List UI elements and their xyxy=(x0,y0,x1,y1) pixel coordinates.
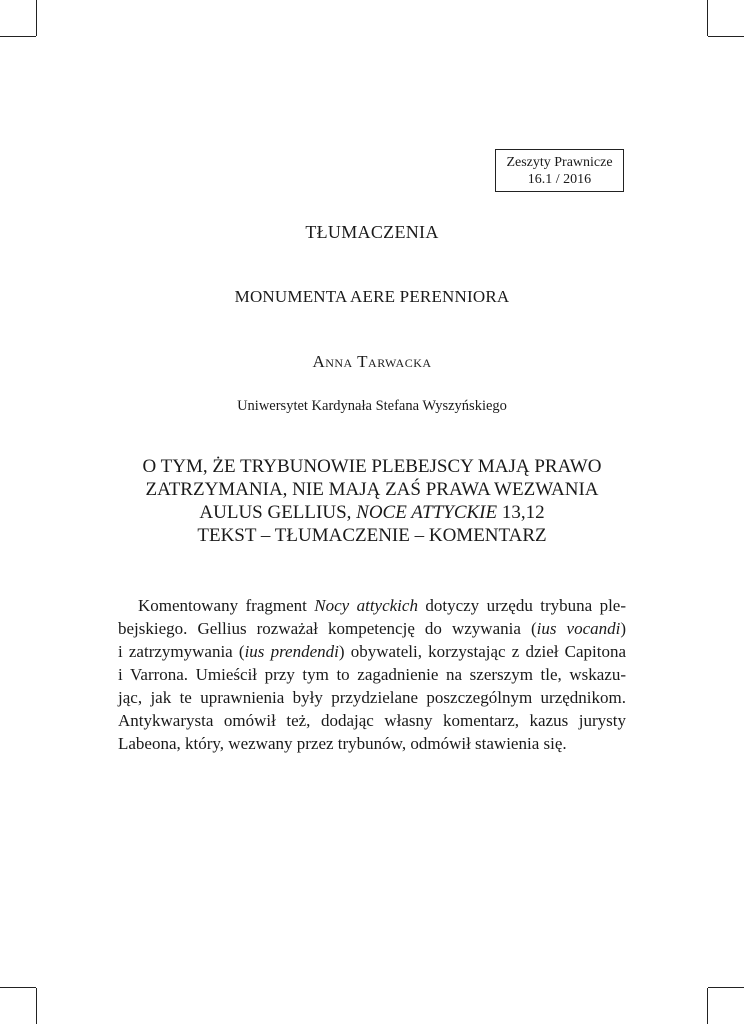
journal-issue: 16.1 / 2016 xyxy=(527,172,592,187)
crop-mark-top-left xyxy=(36,0,37,36)
author-name: Anna Tarwacka xyxy=(312,352,432,371)
crop-mark-bottom-left xyxy=(36,988,37,1024)
abstract-line: i zatrzymywania (ius prendendi) obywateli, korzystając z dzieł Capitona xyxy=(118,642,627,661)
crop-mark-top-right xyxy=(707,0,708,36)
abstract-line: bejskiego. Gellius rozważał kompetencję do wzywania (ius vocandi) xyxy=(118,619,627,638)
author-affiliation: Uniwersytet Kardynała Stefana Wyszyńskiego xyxy=(237,398,507,414)
crop-mark-top-right xyxy=(708,36,744,37)
article-title-line xyxy=(0,501,744,524)
title-work-name: NOCE ATTYCKIE xyxy=(356,502,498,523)
article-title-line: O TYM, ŻE TRYBUNOWIE PLEBEJSCY MAJĄ PRAWO xyxy=(142,456,602,477)
crop-mark-bottom-left xyxy=(0,987,36,988)
abstract-line: Komentowany fragment Nocy attyckich dotyczy urzędu trybuna ple- xyxy=(138,596,626,615)
title-text: 13,12 xyxy=(497,502,545,523)
article-title-line: TEKST – TŁUMACZENIE – KOMENTARZ xyxy=(197,525,547,546)
abstract-paragraph xyxy=(118,594,626,755)
abstract-line: Labeona, który, wezwany przez trybunów, odmówił stawienia się. xyxy=(118,734,567,753)
article-title xyxy=(0,455,744,547)
journal-name: Zeszyty Prawnicze xyxy=(506,155,613,170)
crop-mark-bottom-right xyxy=(707,988,708,1024)
title-text: AULUS GELLIUS, xyxy=(199,502,357,523)
crop-mark-top-left xyxy=(0,36,36,37)
journal-box xyxy=(495,149,624,192)
abstract-line: jąc, jak te uprawnienia były przydzielane poszczególnym urzędnikom. xyxy=(118,688,626,707)
abstract-line: i Varrona. Umieścił przy tym to zagadnienie na szerszym tle, wskazu- xyxy=(118,665,626,684)
crop-mark-bottom-right xyxy=(708,987,744,988)
article-title-line: ZATRZYMANIA, NIE MAJĄ ZAŚ PRAWA WEZWANIA xyxy=(145,479,599,500)
series-title: MONUMENTA AERE PERENNIORA xyxy=(234,287,510,306)
section-title: TŁUMACZENIA xyxy=(305,222,439,242)
abstract-line: Antykwarysta omówił też, dodając własny komentarz, kazus jurysty xyxy=(118,711,626,730)
